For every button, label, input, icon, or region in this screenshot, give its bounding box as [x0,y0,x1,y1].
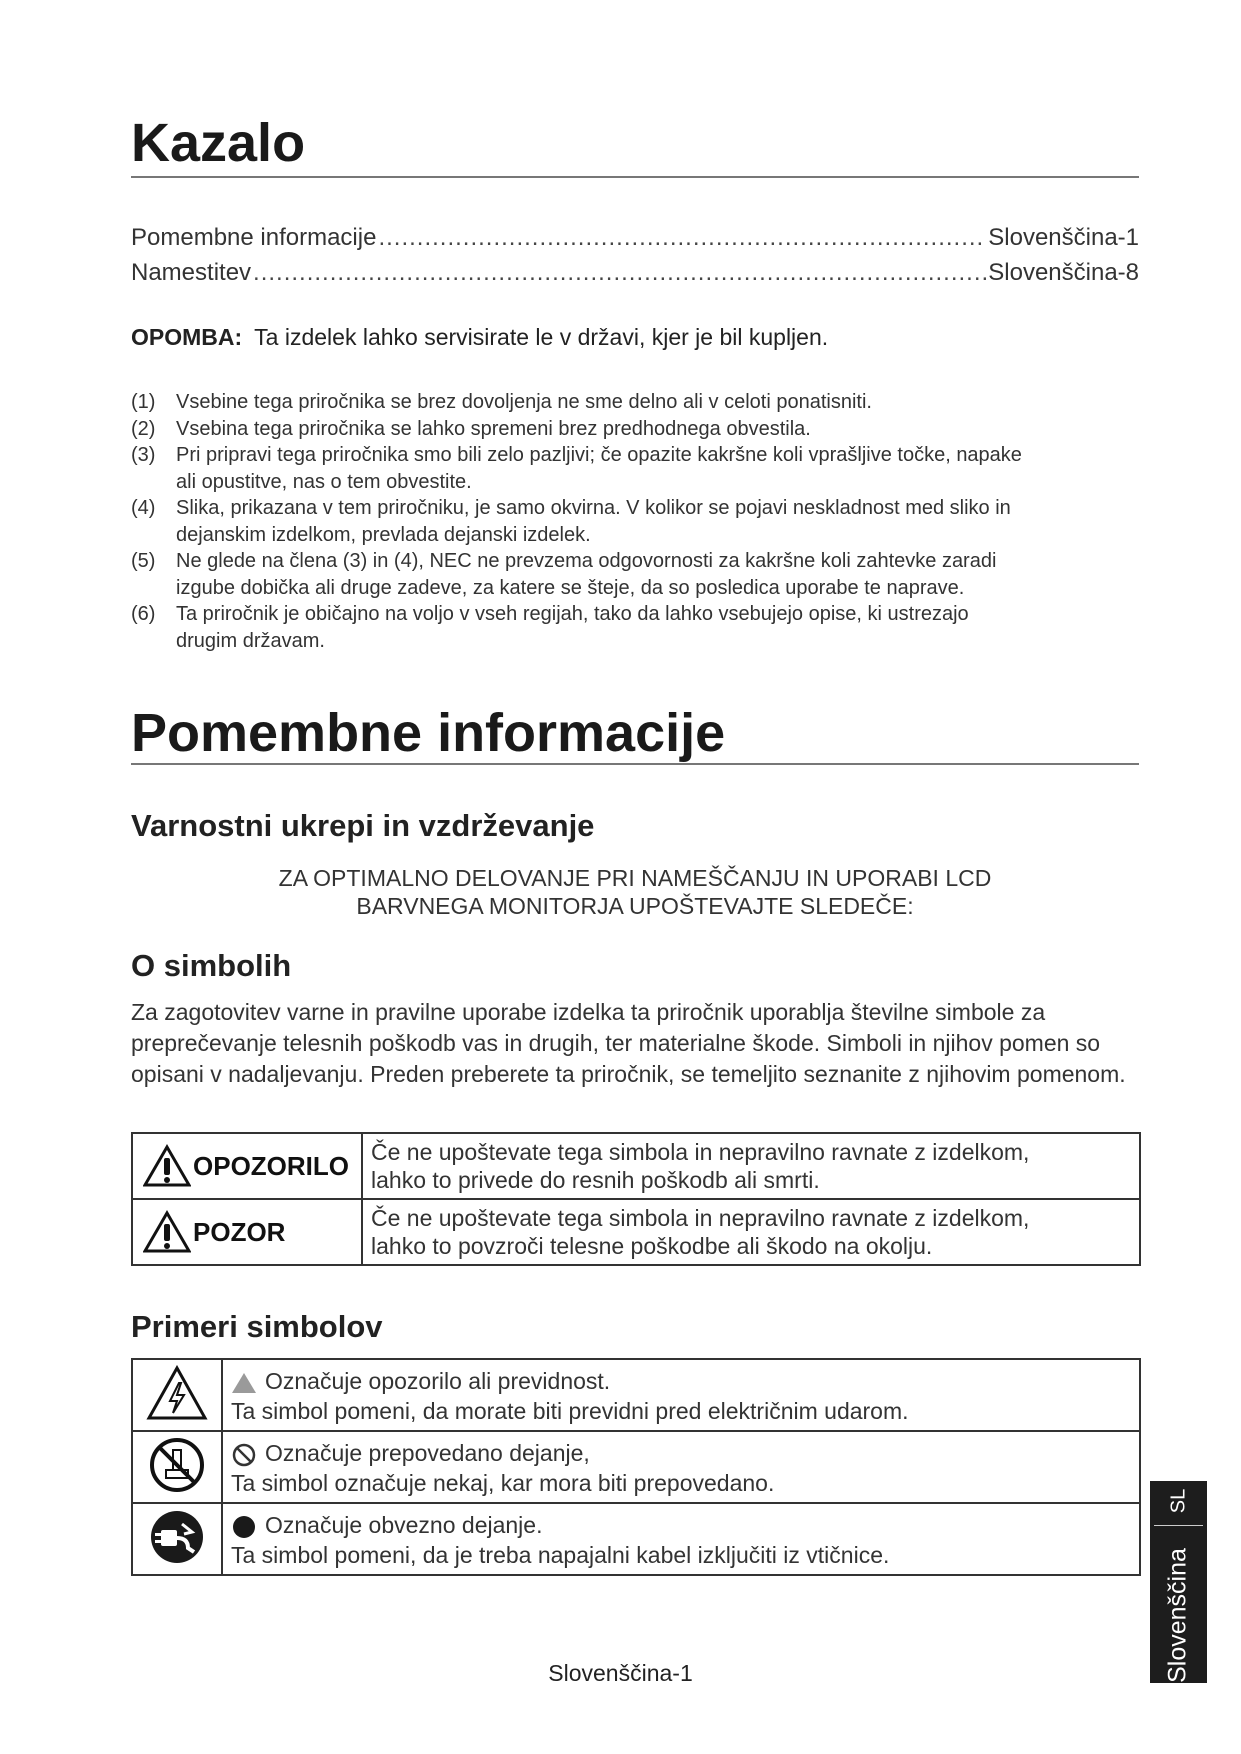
filled-circle-mark-icon [231,1514,257,1540]
example-text: Ta simbol pomeni, da morate biti previdni pred električnim udarom. [231,1398,909,1424]
language-name: Slovenščina [1163,1548,1192,1683]
section-title-rule [131,763,1139,765]
list-item [131,601,1131,654]
badge-description [362,1199,1140,1265]
example-icon-cell [132,1359,222,1431]
desc-line: Če ne upoštevate tega simbola in nepravilno ravnate z izdelkom, [371,1139,1030,1165]
note-text: Ta izdelek lahko servisirate le v državi, kjer je bil kupljen. [254,324,829,350]
table-row [132,1431,1140,1503]
symbols-intro: Za zagotovitev varne in pravilne uporabe izdelka ta priročnik uporablja številne simbole za preprečevanje telesnih poškodb vas in drugih, ter materialne škode. Simboli in njihov pomen so opisani v nadaljevanju. Preden preberete ta priročnik, se temeljito seznanite z njihovim pomenom. [131,999,1126,1087]
list-item-number: (5) [131,550,156,572]
list-item [131,389,1131,416]
toc-entry-pomembne[interactable] [131,224,1139,252]
list-item-number: (3) [131,444,156,466]
toc-entry-namestitev[interactable] [131,259,1139,287]
do-not-disassemble-icon [148,1436,206,1494]
warning-badge [143,1144,361,1188]
list-item-text-cont: ali opustitve, nas o tem obvestite. [176,470,472,493]
list-item-text: Vsebine tega priročnika se brez dovoljenja ne sme delno ali v celoti ponatisniti. [176,391,872,413]
list-item-text-cont: dejanskim izdelkom, prevlada dejanski izdelek. [176,523,591,546]
examples-heading: Primeri simbolov [131,1309,383,1344]
desc-line: lahko to povzroči telesne poškodbe ali škodo na okolju. [371,1233,933,1259]
list-item [131,416,1131,443]
list-item [131,442,1131,495]
list-item-number: (2) [131,417,156,440]
page-number: Slovenščina-1 [548,1660,693,1686]
list-item-text: Ne glede na člena (3) in (4), NEC ne prevzema odgovornosti za kakršne koli zahtevke zaradi [176,550,997,572]
caps-instruction [131,864,1139,920]
service-note [131,324,828,351]
list-item-text-cont: drugim državam. [176,629,325,652]
list-item [131,548,1131,601]
notice-list [131,389,1131,654]
triangle-mark-icon [231,1372,257,1394]
caution-badge [143,1210,361,1254]
tab-divider [1154,1525,1203,1526]
unplug-icon [148,1508,206,1566]
list-item-text: Slika, prikazana v tem priročniku, je samo okvirna. V kolikor se pojavi neskladnost med sliko in [176,497,1011,519]
table-row [132,1503,1140,1575]
toc-entry-label: Pomembne informacije [131,224,377,251]
desc-line: lahko to privede do resnih poškodb ali smrti. [371,1167,820,1193]
example-description [222,1431,1140,1503]
list-item-text: Pri pripravi tega priročnika smo bili zelo pazljivi; če opazite kakršne koli vprašljive točke, napake [176,444,1022,466]
list-item-number: (1) [131,391,156,413]
warning-triangle-icon [143,1210,191,1254]
list-item-number: (4) [131,497,156,519]
example-title: Označuje opozorilo ali previdnost. [265,1368,611,1394]
table-row [132,1133,1140,1199]
list-item-number: (6) [131,603,156,625]
example-description [222,1359,1140,1431]
toc-title-rule [131,176,1139,178]
toc-leader-dots [253,259,986,287]
example-text: Ta simbol pomeni, da je treba napajalni kabel izključiti iz vtičnice. [231,1542,890,1568]
desc-line: Če ne upoštevate tega simbola in nepravilno ravnate z izdelkom, [371,1205,1030,1231]
table-row [132,1359,1140,1431]
toc-title: Kazalo [131,113,306,173]
subsection-title: Varnostni ukrepi in vzdrževanje [131,808,595,843]
badge-cell [132,1133,362,1199]
example-text: Ta simbol označuje nekaj, kar mora biti prepovedano. [231,1470,775,1496]
list-item-text-cont: izgube dobička ali druge zadeve, za katere se šteje, da so posledica uporabe te naprave. [176,576,965,599]
language-code: SL [1167,1488,1190,1514]
example-icon-cell [132,1431,222,1503]
example-description [222,1503,1140,1575]
example-icon-cell [132,1503,222,1575]
list-item-text: Vsebina tega priročnika se lahko spremeni brez predhodnega obvestila. [176,417,811,440]
note-label: OPOMBA: [131,324,243,350]
table-row [132,1199,1140,1265]
list-item [131,495,1131,548]
toc-entry-page: Slovenščina-8 [988,259,1139,286]
badge-cell [132,1199,362,1265]
example-title: Označuje obvezno dejanje. [265,1512,543,1538]
badge-description [362,1133,1140,1199]
prohibition-mark-icon [231,1442,257,1468]
section-title: Pomembne informacije [131,703,726,763]
toc-entry-page: Slovenščina-1 [988,224,1139,251]
list-item-text: Ta priročnik je običajno na voljo v vseh regijah, tako da lahko vsebujejo opise, ki ustrezajo [176,603,969,625]
electric-shock-warning-icon [146,1365,208,1421]
badge-label: POZOR [193,1216,286,1247]
symbols-heading: O simbolih [131,948,292,983]
caps-line-2: BARVNEGA MONITORJA UPOŠTEVAJTE SLEDEČE: [356,893,914,919]
toc-leader-dots [378,224,986,252]
example-title: Označuje prepovedano dejanje, [265,1440,590,1466]
caps-line-1: ZA OPTIMALNO DELOVANJE PRI NAMEŠČANJU IN UPORABI LCD [278,865,992,891]
examples-table [131,1358,1141,1576]
symbols-table [131,1132,1141,1266]
toc-entry-label: Namestitev [131,259,252,286]
warning-triangle-icon [143,1144,191,1188]
badge-label: OPOZORILO [193,1150,349,1181]
language-side-tab[interactable] [1150,1481,1207,1683]
